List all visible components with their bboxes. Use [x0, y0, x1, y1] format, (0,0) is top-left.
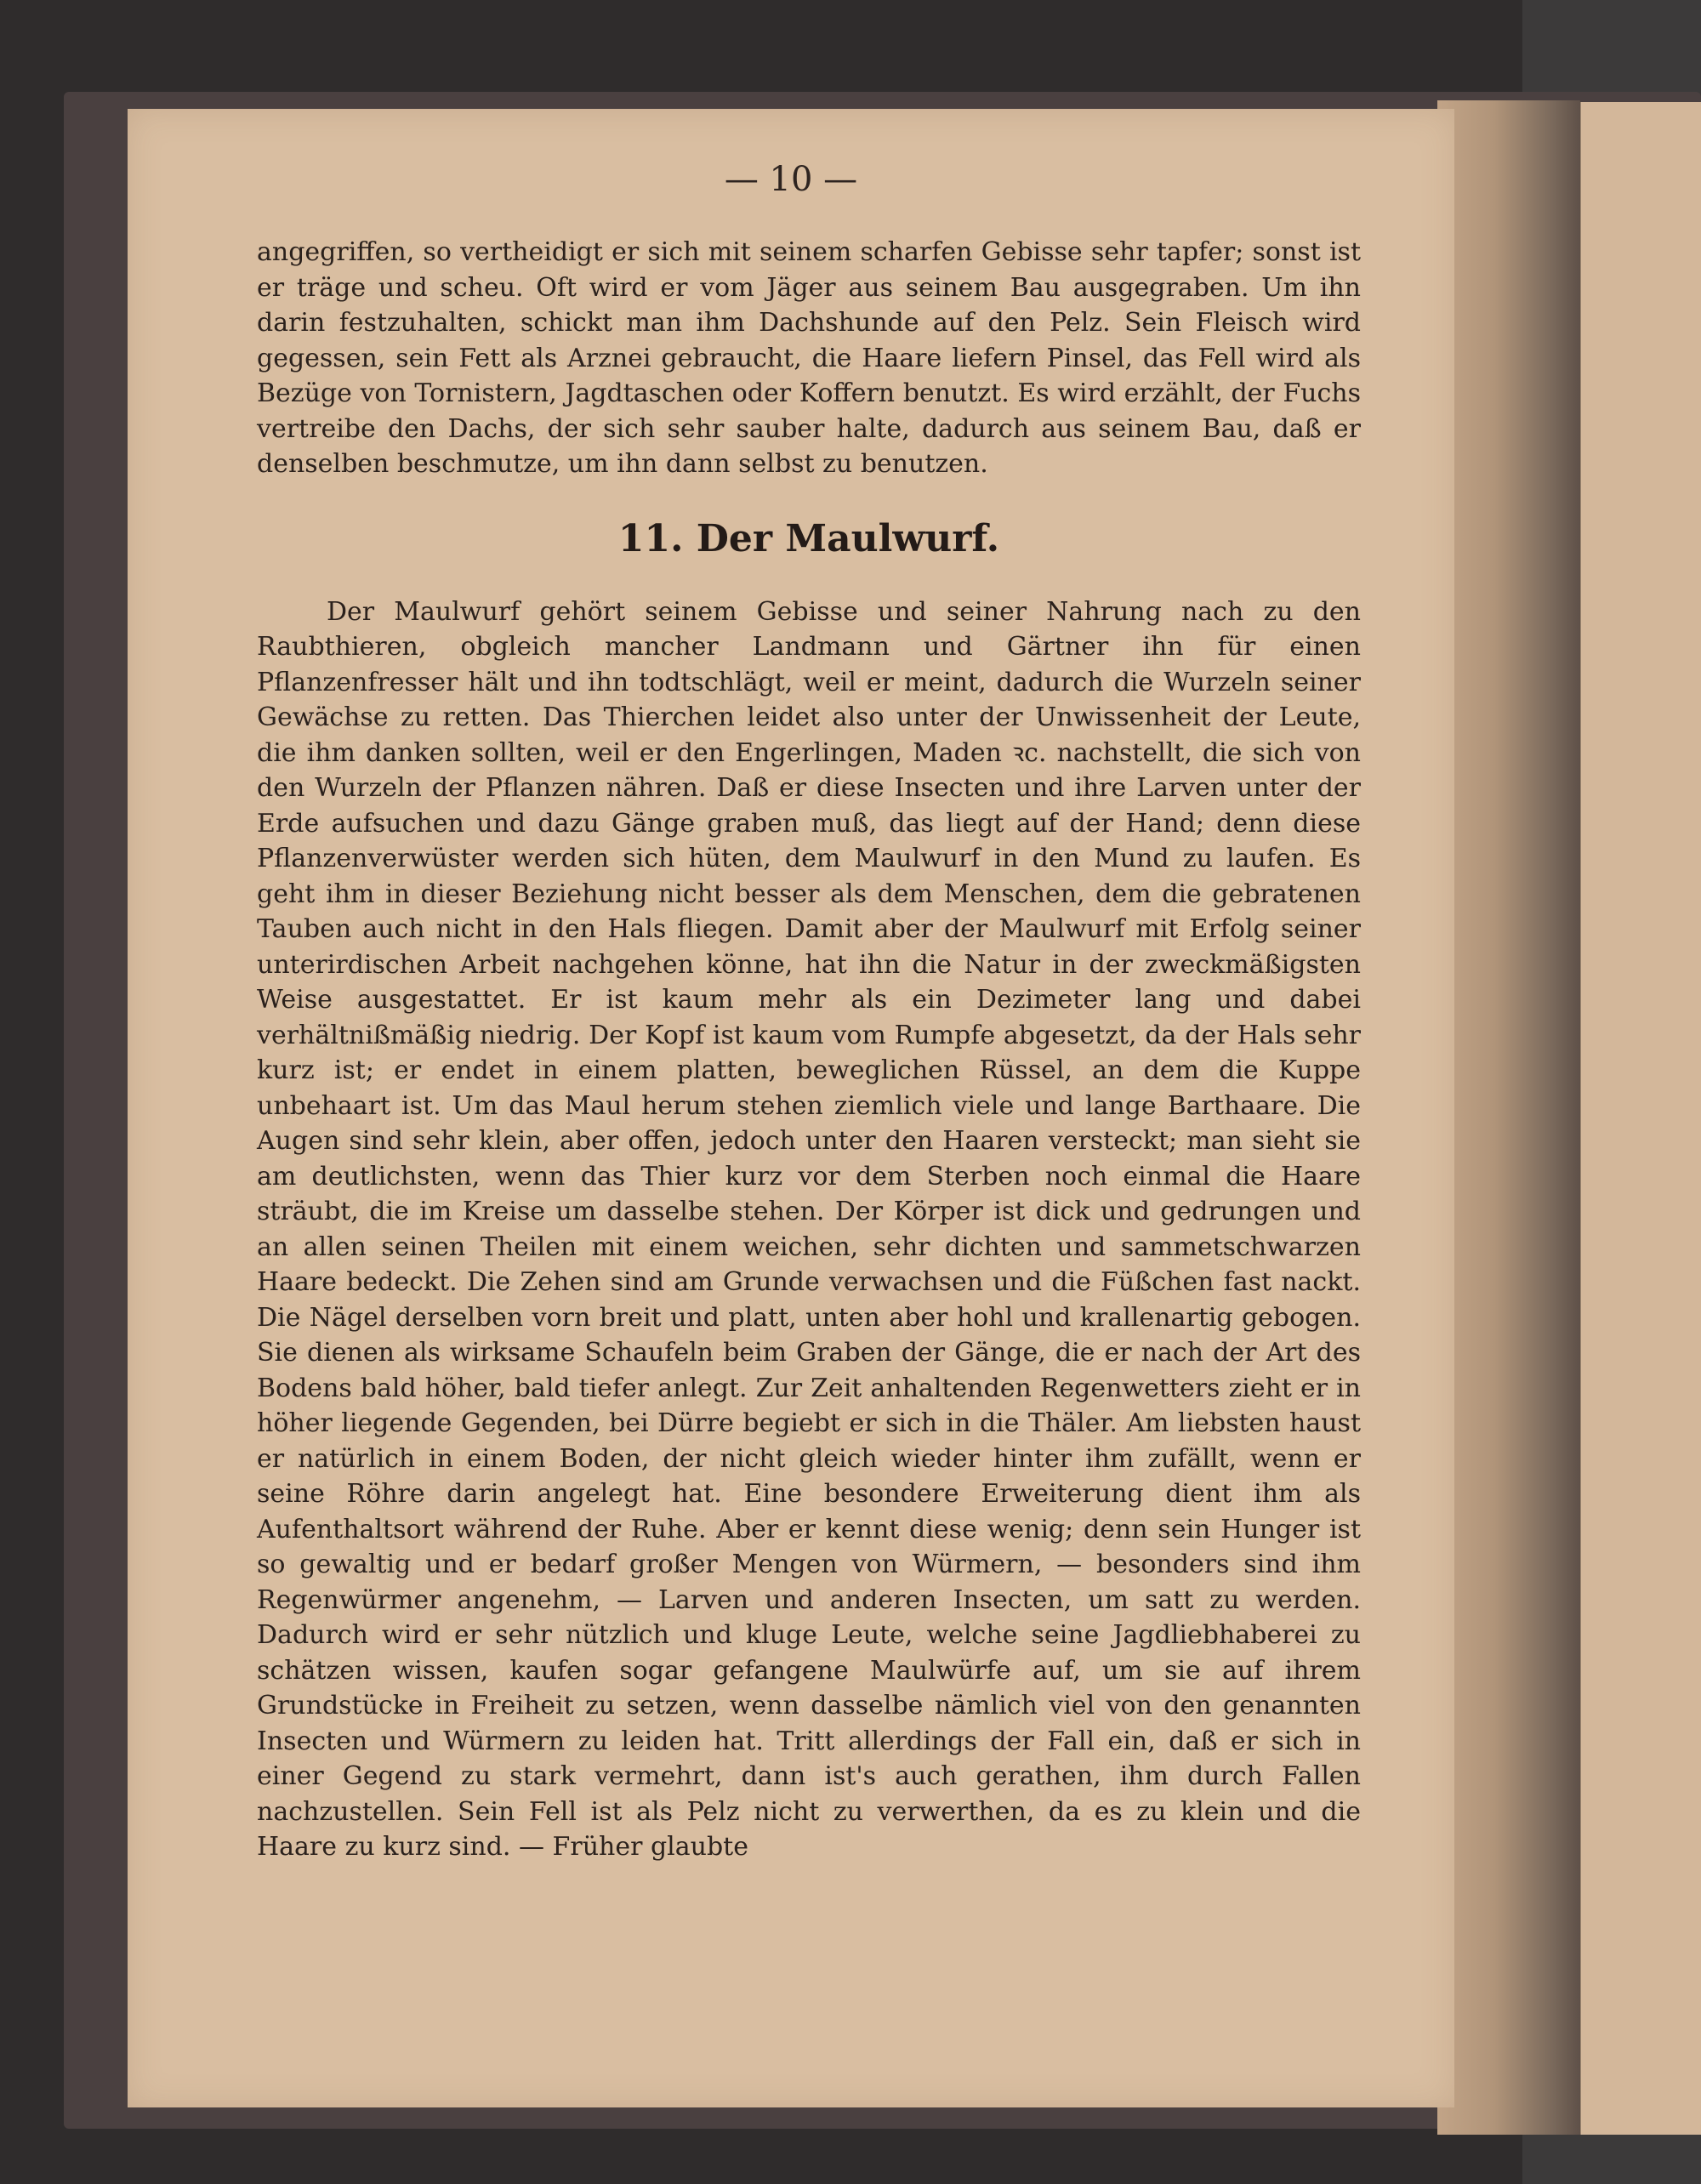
intro-paragraph: angegriffen, so vertheidigt er sich mit seinem scharfen Gebisse sehr tapfer; sonst ist er träge und scheu. Oft wird er vom Jäger aus seinem Bau ausgegraben. Um ihn darin festzuhalten, schickt man ihm Dachshunde auf den Pelz. Sein Fleisch wird gegessen, sein Fett als Arznei gebraucht, die Haare liefern Pinsel, das Fell wird als Bezüge von Tornistern, Jagdtaschen oder Koffern benutzt. Es wird erzählt, der Fuchs vertreibe den Dachs, der sich sehr sauber halte, dadurch aus seinem Bau, daß er denselben beschmutze, um ihn dann selbst zu benutzen. — [257, 237, 1361, 479]
book-gutter — [1437, 100, 1580, 2135]
page-text — [257, 235, 1361, 1865]
facing-page-edge — [1578, 102, 1701, 2135]
book-page — [128, 109, 1454, 2107]
body-paragraph: Der Maulwurf gehört seinem Gebisse und seiner Nahrung nach zu den Raubthieren, obgleich mancher Landmann und Gärtner ihn für einen Pflanzenfresser hält und ihn todtschlägt, weil er meint, dadurch die Wurzeln seiner Gewächse zu retten. Das Thierchen leidet also unter der Unwissenheit der Leute, die ihm danken sollten, weil er den Engerlingen, Maden ꝛc. nachstellt, die sich von den Wurzeln der Pflanzen nähren. Daß er diese Insecten und ihre Larven unter der Erde aufsuchen und dazu Gänge graben muß, das liegt auf der Hand; denn diese Pflanzenverwüster werden sich hüten, dem Maulwurf in den Mund zu laufen. Es geht ihm in dieser Beziehung nicht besser als dem Menschen, dem die gebratenen Tauben auch nicht in den Hals fliegen. Damit aber der Maulwurf mit Erfolg seiner unterirdischen Arbeit nachgehen könne, hat ihn die Natur in der zweckmäßigsten Weise ausgestattet. Er ist kaum mehr als ein Dezimeter lang und dabei verhältnißmäßig niedrig. Der Kopf ist kaum vom Rumpfe abgesetzt, da der Hals sehr kurz ist; er endet in einem platten, beweglichen Rüssel, an dem die Kuppe unbehaart ist. Um das Maul herum stehen ziemlich viele und lange Barthaare. Die Augen sind sehr klein, aber offen, jedoch unter den Haaren versteckt; man sieht sie am deutlichsten, wenn das Thier kurz vor dem Sterben noch einmal die Haare sträubt, die im Kreise um dasselbe stehen. Der Körper ist dick und gedrungen und an allen seinen Theilen mit einem weichen, sehr dichten und sammetschwarzen Haare bedeckt. Die Zehen sind am Grunde verwachsen und die Füßchen fast nackt. Die Nägel derselben vorn breit und platt, unten aber hohl und krallenartig gebogen. Sie dienen als wirksame Schaufeln beim Graben der Gänge, die er nach der Art des Bodens bald höher, bald tiefer anlegt. Zur Zeit anhaltenden Regenwetters zieht er in höher liegende Gegenden, bei Dürre begiebt er sich in die Thäler. Am liebsten haust er natürlich in einem Boden, der nicht gleich wieder hinter ihm zufällt, wenn er seine Röhre darin angelegt hat. Eine besondere Erweiterung dient ihm als Aufenthaltsort während der Ruhe. Aber er kennt diese wenig; denn sein Hunger ist so gewaltig und er bedarf großer Mengen von Würmern, — besonders sind ihm Regenwürmer angenehm, — Larven und anderen Insecten, um satt zu werden. Dadurch wird er sehr nützlich und kluge Leute, welche seine Jagdliebhaberei zu schätzen wissen, kaufen sogar gefangene Maulwürfe auf, um sie auf ihrem Grundstücke in Freiheit zu setzen, wenn dasselbe nämlich viel von den genannten Insecten und Würmern zu leiden hat. Tritt allerdings der Fall ein, daß er sich in einer Gegend zu stark vermehrt, dann ist's auch gerathen, ihm durch Fallen nachzustellen. Sein Fell ist als Pelz nicht zu verwerthen, da es zu klein und die Haare zu kurz sind. — Früher glaubte — [257, 596, 1361, 1862]
page-number: — 10 — — [724, 160, 858, 199]
section-heading: 11. Der Maulwurf. — [617, 516, 1000, 560]
